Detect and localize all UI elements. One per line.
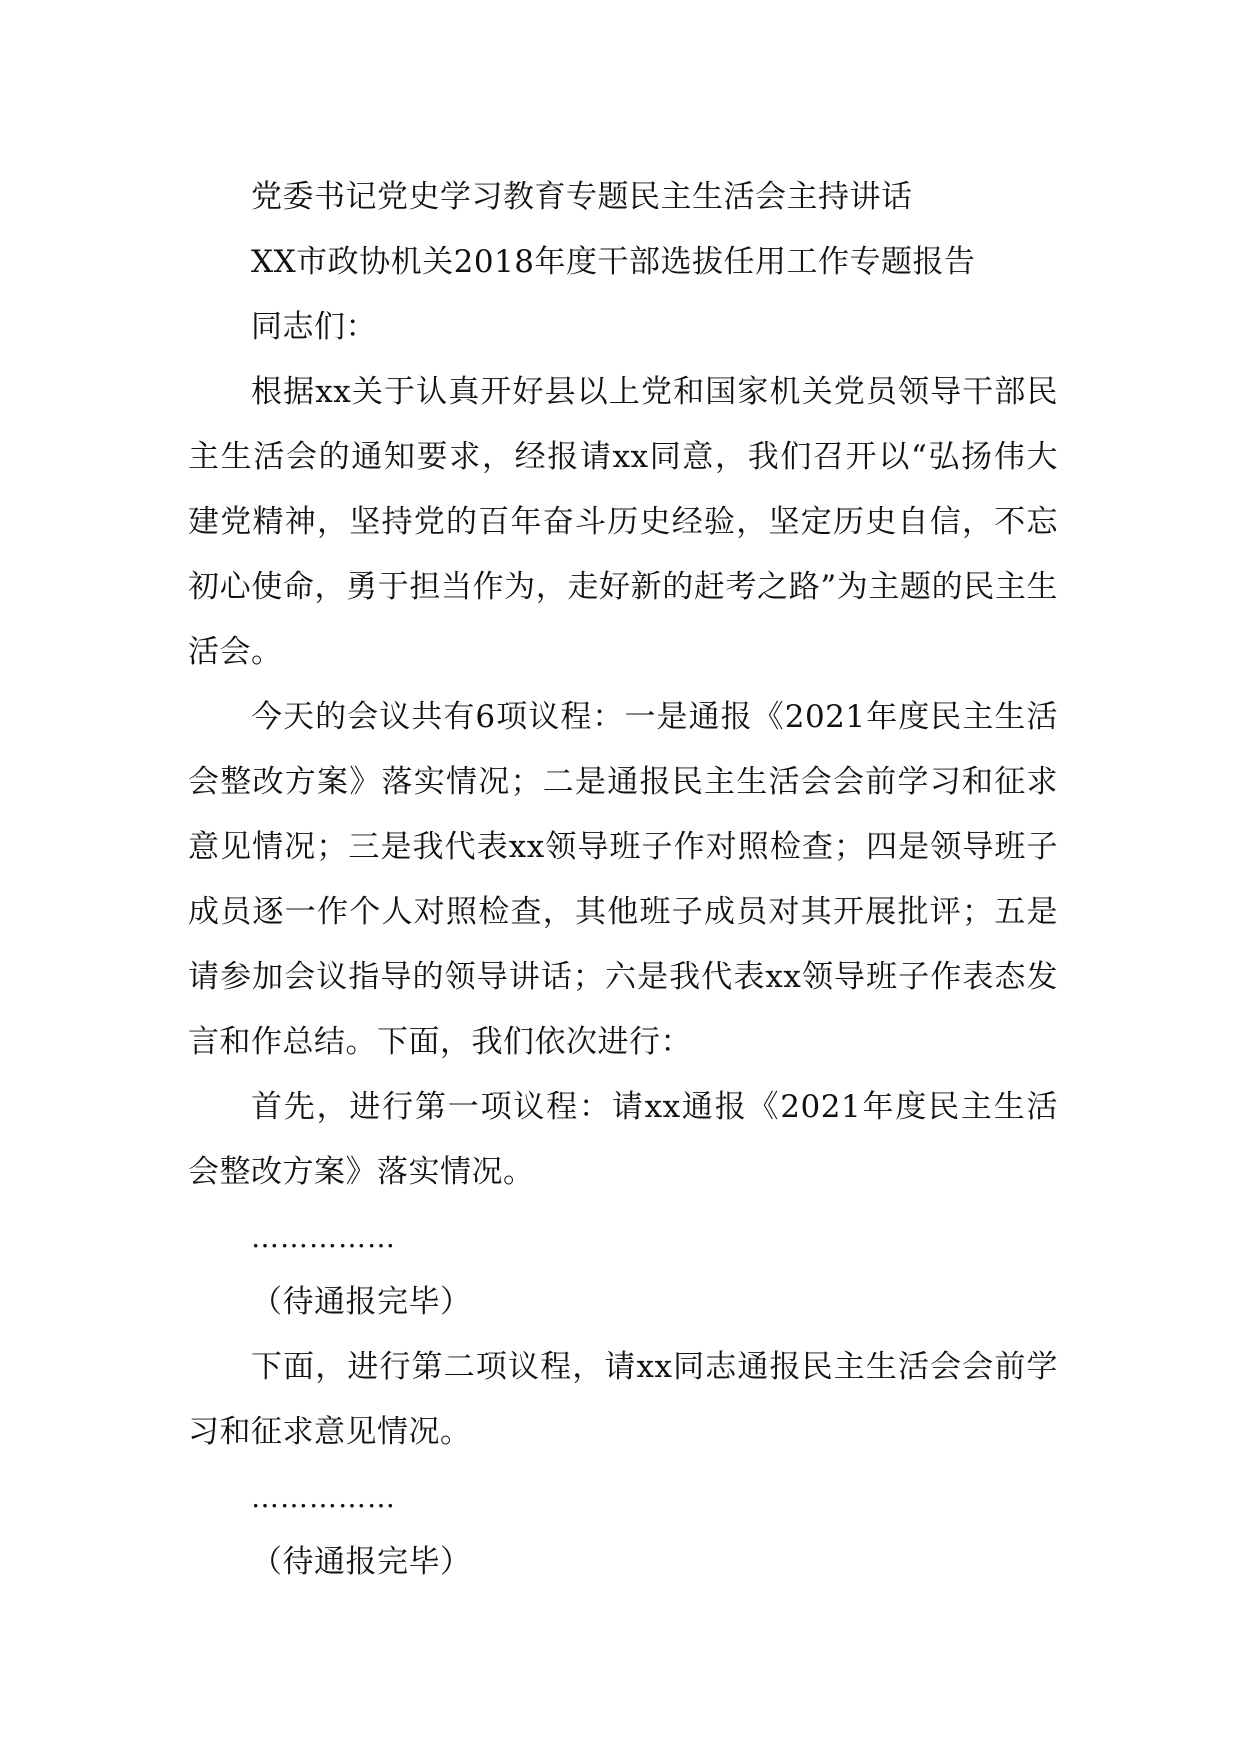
paragraph-second-item: 下面，进行第二项议程，请xx同志通报民主生活会会前学习和征求意见情况。: [188, 1349, 1058, 1450]
paragraph-agenda: 今天的会议共有6项议程：一是通报《2021年度民主生活会整改方案》落实情况；二是通报民主生活会会前学习和征求意见情况；三是我代表xx领导班子作对照检查；四是领导班子成员逐一作个人对照检查，其他班子成员对其开展批评；五是请参加会议指导的领导讲话；六是我代表xx领导班子作表态发言和作总结。下面，我们依次进行：: [188, 699, 1058, 1060]
ellipsis-1: ……………: [251, 1221, 396, 1254]
document-title: 党委书记党史学习教育专题民主生活会主持讲话: [251, 179, 913, 215]
paragraph-first-item: 首先，进行第一项议程：请xx通报《2021年度民主生活会整改方案》落实情况。: [188, 1089, 1058, 1190]
document-subtitle: XX市政协机关2018年度干部选拔任用工作专题报告: [251, 244, 976, 280]
pending-note-2: （待通报完毕）: [251, 1544, 472, 1580]
ellipsis-2: ……………: [251, 1481, 396, 1514]
document-page: [188, 165, 1058, 1595]
paragraph-intro: 根据xx关于认真开好县以上党和国家机关党员领导干部民主生活会的通知要求，经报请xx同意，我们召开以“弘扬伟大建党精神，坚持党的百年奋斗历史经验，坚定历史自信，不忘初心使命，勇于担当作为，走好新的赶考之路”为主题的民主生活会。: [188, 374, 1058, 670]
pending-note-1: （待通报完毕）: [251, 1284, 472, 1320]
greeting: 同志们：: [251, 309, 377, 345]
